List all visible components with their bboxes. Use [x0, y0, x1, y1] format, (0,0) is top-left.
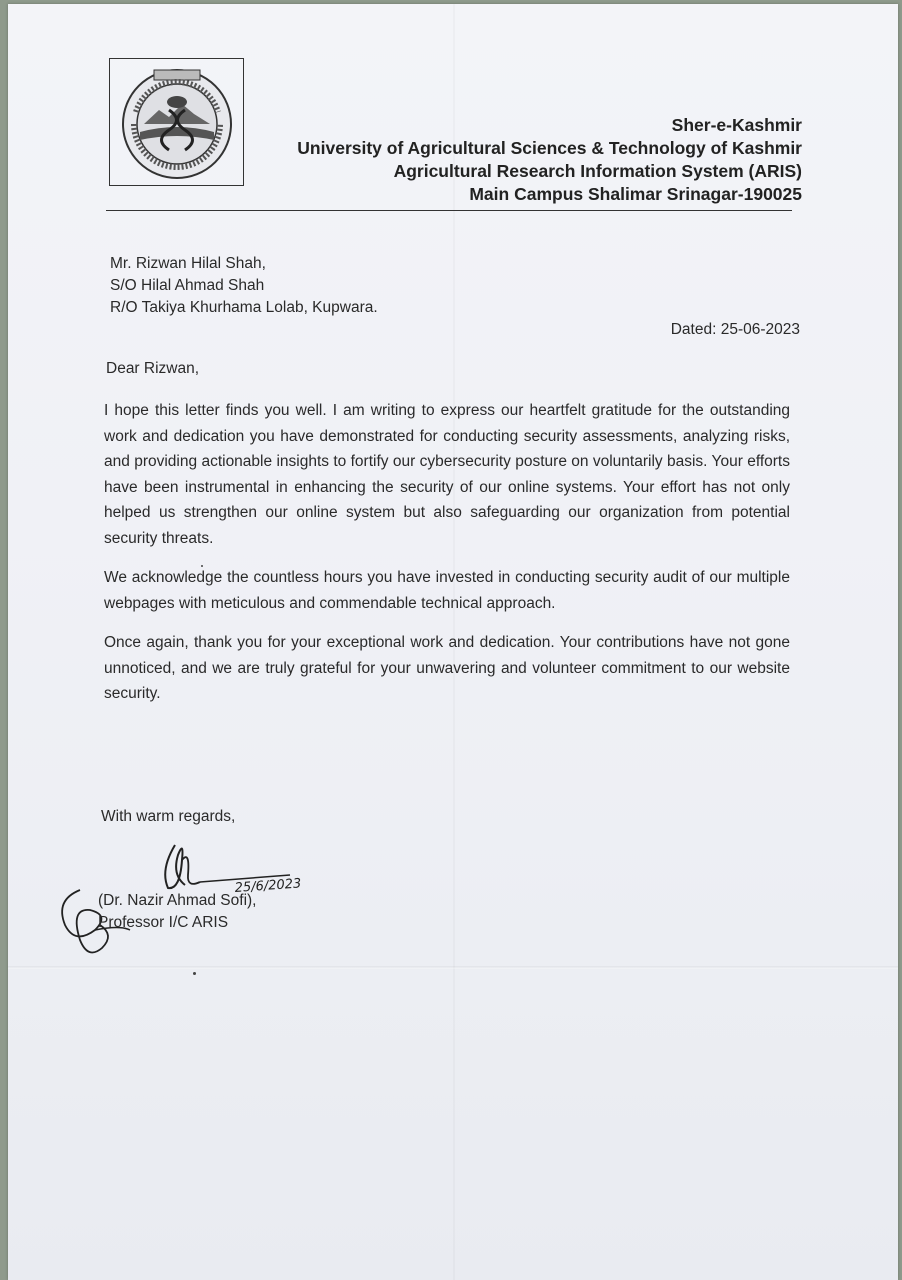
recipient-name: Mr. Rizwan Hilal Shah,: [110, 255, 266, 272]
letterhead-address: Main Campus Shalimar Srinagar-190025: [469, 184, 802, 204]
letterhead-university-name: University of Agricultural Sciences & Technology of Kashmir: [297, 138, 802, 158]
signature-date: 25/6/2023: [234, 876, 302, 896]
signatory-block: [98, 890, 257, 934]
closing: With warm regards,: [101, 808, 236, 825]
recipient-parent: S/O Hilal Ahmad Shah: [110, 277, 265, 294]
university-logo: [109, 58, 244, 186]
paper-speck: [193, 972, 196, 975]
letter-date: Dated: 25-06-2023: [670, 321, 800, 338]
header-divider: [106, 210, 792, 211]
salutation: Dear Rizwan,: [106, 360, 200, 377]
recipient-address: [110, 253, 378, 319]
letterhead-department: Agricultural Research Information System (ARIS): [393, 161, 802, 181]
letterhead-line-1: Sher-e-Kashmir: [671, 115, 802, 135]
body-paragraph-1: I hope this letter finds you well. I am writing to express our heartfelt gratitude for the outstanding work and dedication you have demonstrated for conducting security assessments, analyzing risks, and providing actionable insights to fortify our cybersecurity posture on voluntarily basis. Your efforts have been instrumental in enhancing the security of our online systems. Your effort has not only helped us strengthen our online system but also safeguarding our organization from potential security threats.: [104, 402, 790, 547]
letterhead: [297, 114, 802, 206]
letter-body: [104, 398, 790, 721]
paper-speck: [201, 565, 203, 567]
body-paragraph-2: We acknowledge the countless hours you have invested in conducting security audit of our multiple webpages with meticulous and commendable technical approach.: [104, 569, 790, 612]
body-paragraph-3: Once again, thank you for your exceptional work and dedication. Your contributions have not gone unnoticed, and we are truly grateful for your unwavering and volunteer commitment to our website security.: [104, 634, 790, 702]
signatory-title: Professor I/C ARIS: [98, 914, 229, 931]
university-seal-icon: [114, 62, 240, 182]
recipient-residence: R/O Takiya Khurhama Lolab, Kupwara.: [110, 299, 378, 316]
signatory-name: (Dr. Nazir Ahmad Sofi),: [98, 892, 257, 909]
